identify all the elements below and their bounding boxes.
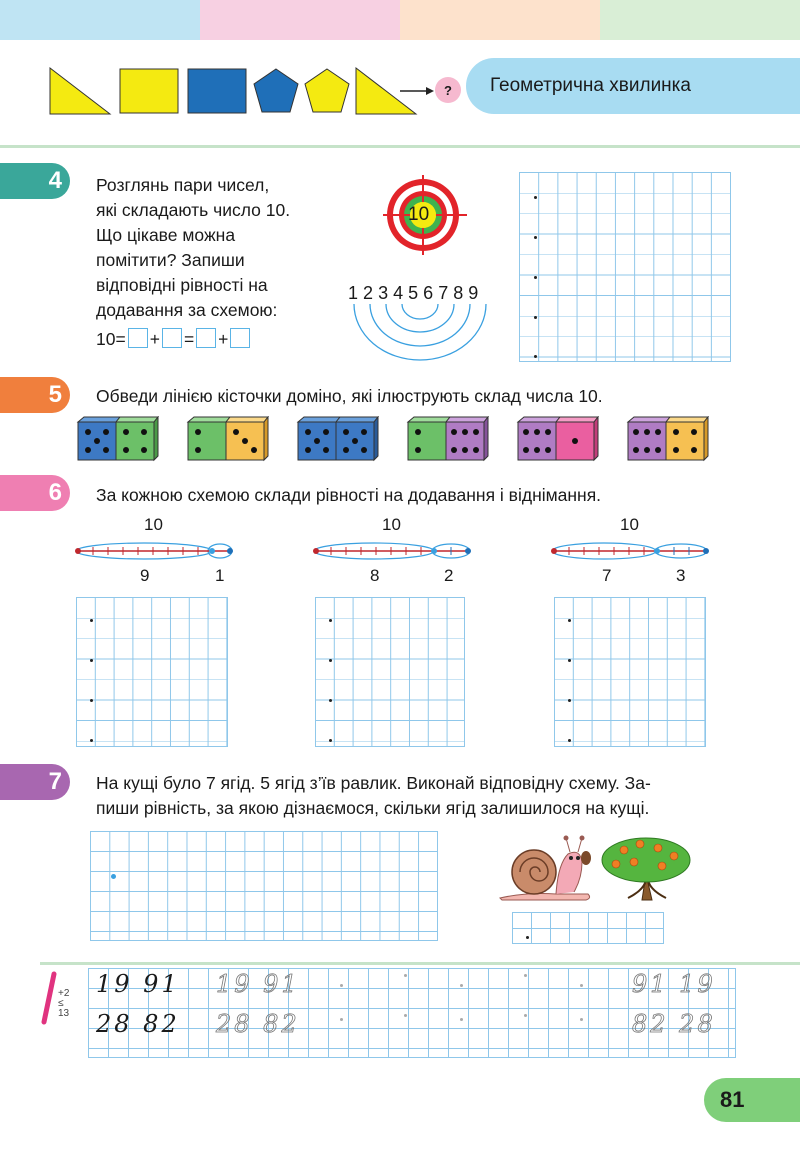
scheme-left: 9 bbox=[140, 566, 150, 585]
top-color-stripe bbox=[0, 0, 800, 40]
yellow-pentagon bbox=[305, 69, 349, 112]
grid-dot bbox=[329, 739, 332, 742]
yellow-rectangle bbox=[120, 69, 178, 113]
scheme-total: 10 bbox=[620, 515, 639, 534]
grid-dot bbox=[534, 276, 537, 279]
arrow-head bbox=[426, 87, 434, 95]
copy-row1-end: 91 19 bbox=[632, 970, 716, 998]
scheme-total: 10 bbox=[144, 515, 163, 534]
yellow-triangle bbox=[50, 68, 110, 114]
blue-pentagon bbox=[254, 69, 298, 112]
scheme-ten: 10 bbox=[96, 329, 116, 349]
grid-dot bbox=[526, 936, 529, 939]
copy-dot bbox=[580, 1018, 583, 1021]
task4-text bbox=[96, 173, 366, 352]
copy-row1-dashed: 19 91 bbox=[216, 970, 300, 998]
task7-line: пиши рівність, за якою дізнаємося, скільки ягід залишилося на кущі. bbox=[96, 798, 650, 818]
domino-2-3[interactable] bbox=[188, 417, 268, 460]
grid-dot bbox=[534, 196, 537, 199]
svg-text:≤: ≤ bbox=[58, 998, 64, 1009]
answer-box[interactable] bbox=[196, 328, 216, 348]
equals-sign: = bbox=[183, 329, 195, 349]
task7-line: На кущі було 7 ягід. 5 ягід з’їв равлик. Виконай відповідну схему. За- bbox=[96, 773, 651, 793]
grid-dot bbox=[568, 659, 571, 662]
copy-dot bbox=[460, 984, 463, 987]
task6-text: За кожною схемою склади рівності на додавання і віднімання. bbox=[96, 485, 602, 505]
seq-digit: 1 bbox=[348, 283, 359, 303]
copy-dot bbox=[524, 1014, 527, 1017]
task7-text bbox=[96, 771, 766, 821]
copy-row1-solid: 19 91 bbox=[96, 970, 180, 998]
shape-sequence bbox=[48, 66, 468, 116]
answer-grid-small[interactable] bbox=[512, 912, 664, 944]
copy-row2-solid: 28 82 bbox=[96, 1010, 180, 1038]
section-divider bbox=[40, 962, 800, 965]
task4-line: Розглянь пари чисел, bbox=[96, 175, 270, 195]
answer-box[interactable] bbox=[230, 328, 250, 348]
scheme-right: 1 bbox=[215, 566, 225, 585]
seq-digit: 5 bbox=[408, 283, 419, 303]
grid-dot bbox=[568, 739, 571, 742]
domino-4-4[interactable] bbox=[78, 417, 158, 460]
svg-text:+2: +2 bbox=[58, 988, 70, 999]
berry-bush-illustration bbox=[600, 836, 692, 902]
answer-grid[interactable] bbox=[554, 597, 706, 747]
copy-dot bbox=[404, 1014, 407, 1017]
scheme-grid[interactable] bbox=[90, 831, 438, 941]
svg-text:13: 13 bbox=[58, 1008, 70, 1019]
number-line-scheme bbox=[312, 538, 482, 566]
grid-start-dot bbox=[111, 874, 116, 879]
grid-dot bbox=[90, 739, 93, 742]
copy-dot bbox=[524, 974, 527, 977]
task4-line: Що цікаве можна bbox=[96, 225, 236, 245]
scheme-total: 10 bbox=[382, 515, 401, 534]
task4-line: відповідні рівності на bbox=[96, 275, 268, 295]
scheme-right: 2 bbox=[444, 566, 454, 585]
seq-digit: 6 bbox=[423, 283, 434, 303]
copy-dot bbox=[580, 984, 583, 987]
domino-6-4[interactable] bbox=[628, 417, 708, 460]
grid-dot bbox=[534, 236, 537, 239]
copy-row2-end: 82 28 bbox=[632, 1010, 716, 1038]
seq-digit: 8 bbox=[453, 283, 464, 303]
task-number-6: 6 bbox=[0, 475, 70, 511]
task4-line: які складають число 10. bbox=[96, 200, 291, 220]
domino-5-5[interactable] bbox=[298, 417, 378, 460]
seq-digit: 3 bbox=[378, 283, 389, 303]
answer-box[interactable] bbox=[162, 328, 182, 348]
seq-digit: 4 bbox=[393, 283, 404, 303]
page-number: 81 bbox=[704, 1078, 800, 1122]
pair-arcs bbox=[348, 302, 498, 364]
copy-dot bbox=[340, 1018, 343, 1021]
copy-dot bbox=[340, 984, 343, 987]
seq-digit: 2 bbox=[363, 283, 374, 303]
blue-rectangle bbox=[188, 69, 246, 113]
task-number-4: 4 bbox=[0, 163, 70, 199]
snail-illustration bbox=[496, 834, 596, 904]
task4-line: помітити? Запиши bbox=[96, 250, 245, 270]
grid-dot bbox=[534, 316, 537, 319]
pencil-icon bbox=[38, 968, 78, 1026]
scheme-left: 8 bbox=[370, 566, 380, 585]
task-number-7: 7 bbox=[0, 764, 70, 800]
grid-dot bbox=[90, 659, 93, 662]
answer-grid[interactable] bbox=[76, 597, 228, 747]
copy-dot bbox=[404, 974, 407, 977]
scheme-left: 7 bbox=[602, 566, 612, 585]
domino-6-1[interactable] bbox=[518, 417, 598, 460]
number-line-scheme bbox=[550, 538, 720, 566]
task-number-5: 5 bbox=[0, 377, 70, 413]
grid-dot bbox=[568, 699, 571, 702]
copy-row2-dashed: 28 82 bbox=[216, 1010, 300, 1038]
scheme-equation bbox=[96, 327, 366, 352]
scheme-right: 3 bbox=[676, 566, 686, 585]
grid-dot bbox=[329, 699, 332, 702]
grid-dot bbox=[568, 619, 571, 622]
task4-line: додавання за схемою: bbox=[96, 300, 278, 320]
target-number: 10 bbox=[408, 204, 430, 225]
section-title: Геометрична хвилинка bbox=[466, 58, 800, 114]
answer-grid[interactable] bbox=[519, 172, 731, 362]
task5-text: Обведи лінією кісточки доміно, які ілюструють склад числа 10. bbox=[96, 386, 603, 406]
seq-digit: 7 bbox=[438, 283, 449, 303]
grid-dot bbox=[329, 619, 332, 622]
equals-sign: = bbox=[115, 329, 126, 349]
question-badge: ? bbox=[435, 77, 461, 103]
plus-sign: + bbox=[149, 329, 160, 349]
number-line-scheme bbox=[74, 538, 244, 566]
copy-dot bbox=[460, 1018, 463, 1021]
domino-row bbox=[76, 416, 716, 464]
answer-grid[interactable] bbox=[315, 597, 465, 747]
domino-2-6[interactable] bbox=[408, 417, 488, 460]
grid-dot bbox=[329, 659, 332, 662]
answer-box[interactable] bbox=[128, 328, 148, 348]
plus-sign: + bbox=[218, 329, 229, 349]
grid-dot bbox=[90, 699, 93, 702]
number-sequence bbox=[348, 283, 478, 304]
grid-dot bbox=[90, 619, 93, 622]
grid-dot bbox=[534, 355, 537, 358]
seq-digit: 9 bbox=[468, 283, 479, 303]
